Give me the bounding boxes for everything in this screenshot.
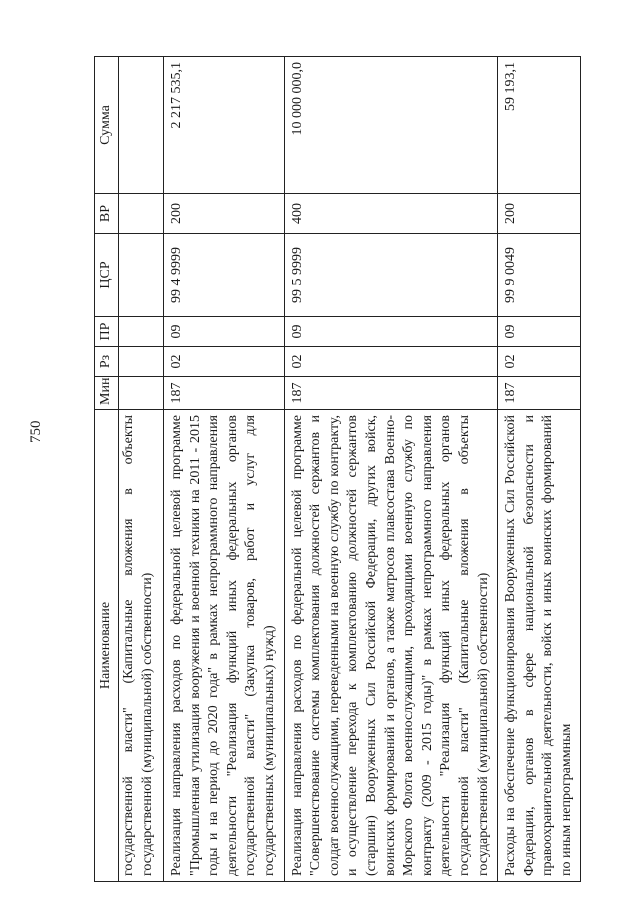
row-csr: 99 4 9999 bbox=[164, 234, 285, 317]
header-csr: ЦСР bbox=[95, 234, 119, 317]
row-csr bbox=[119, 234, 164, 317]
row-name: государственной власти" (Капитальные вложения в объекты государственной (муниципальной) собственности) bbox=[119, 410, 164, 882]
rotated-table-container bbox=[94, 57, 587, 882]
header-vr: ВР bbox=[95, 194, 119, 234]
table-row bbox=[164, 57, 285, 882]
row-rz bbox=[119, 347, 164, 377]
row-min: 187 bbox=[164, 377, 285, 410]
row-vr: 200 bbox=[164, 194, 285, 234]
row-sum: 10 000 000,0 bbox=[284, 57, 498, 194]
row-min bbox=[119, 377, 164, 410]
row-pr: 09 bbox=[284, 317, 498, 347]
table-row bbox=[498, 57, 581, 882]
row-name: Реализация направления расходов по федеральной целевой программе "Совершенствование системы комплектования должностей сержантов и солдат военнослужащими, переведенными на военную службу по контракту, и осуществление перехода к комплектованию должностей сержантов (старшин) Вооруженных Сил Российской Федерации, других войск, воинских формирований и органов, а также матросов плавсостава Военно-Морского Флота военнослужащими, проходящими военную службу по контракту (2009 - 2015 годы)" в рамках непрограммного направления деятельности "Реализация функций иных федеральных органов государственной власти" (Капитальные вложения в объекты государственной (муниципальной) собственности) bbox=[284, 410, 498, 882]
row-csr: 99 5 9999 bbox=[284, 234, 498, 317]
row-vr bbox=[119, 194, 164, 234]
row-sum: 59 193,1 bbox=[498, 57, 581, 194]
row-name: Расходы на обеспечение функционирования Вооруженных Сил Российской Федерации, органов в сфере национальной безопасности и правоохранительной деятельности, войск и иных воинских формирований по иным непрограммным bbox=[498, 410, 581, 882]
page-number: 750 bbox=[28, 420, 44, 443]
row-vr: 200 bbox=[498, 194, 581, 234]
row-pr bbox=[119, 317, 164, 347]
table-header-row bbox=[95, 57, 119, 882]
row-rz: 02 bbox=[164, 347, 285, 377]
row-name: Реализация направления расходов по федеральной целевой программе "Промышленная утилизация вооружения и военной техники на 2011 - 2015 годы и на период до 2020 года" в рамках непрограммного направления деятельности "Реализация функций иных федеральных органов государственной власти" (Закупка товаров, работ и услуг для государственных (муниципальных) нужд) bbox=[164, 410, 285, 882]
row-rz: 02 bbox=[284, 347, 498, 377]
table-row bbox=[284, 57, 498, 882]
row-pr: 09 bbox=[498, 317, 581, 347]
row-min: 187 bbox=[498, 377, 581, 410]
row-pr: 09 bbox=[164, 317, 285, 347]
budget-table bbox=[94, 56, 581, 882]
header-min: Мин bbox=[95, 377, 119, 410]
row-sum bbox=[119, 57, 164, 194]
header-sum: Сумма bbox=[95, 57, 119, 194]
row-min: 187 bbox=[284, 377, 498, 410]
row-sum: 2 217 535,1 bbox=[164, 57, 285, 194]
table-row bbox=[119, 57, 164, 882]
row-csr: 99 9 0049 bbox=[498, 234, 581, 317]
row-rz: 02 bbox=[498, 347, 581, 377]
header-pr: ПР bbox=[95, 317, 119, 347]
header-rz: Рз bbox=[95, 347, 119, 377]
header-name: Наименование bbox=[95, 410, 119, 882]
row-vr: 400 bbox=[284, 194, 498, 234]
